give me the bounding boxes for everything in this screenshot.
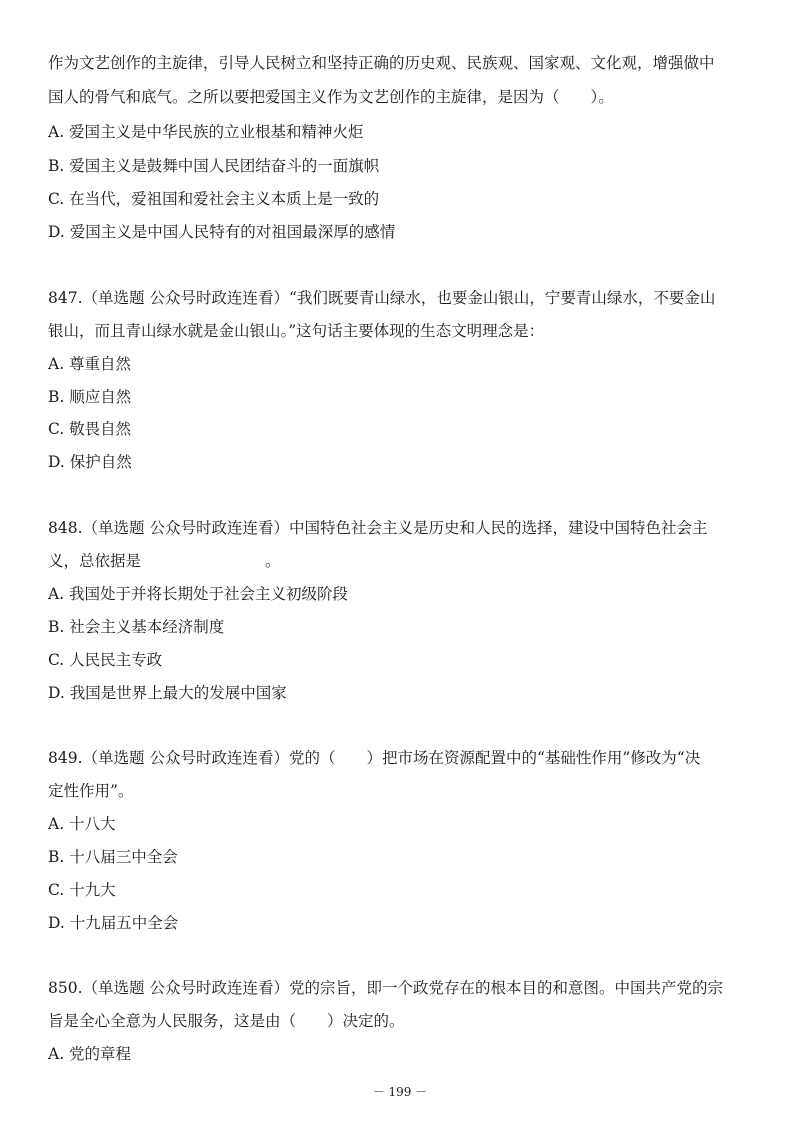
question-847-option-d: D. 保护自然 (48, 453, 132, 471)
question-847-stem-line-1: 847.（单选题 公众号时政连连看）“我们既要青山绿水，也要金山银山，宁要青山绿水，不要金山 (48, 289, 716, 307)
question-846-stem-line-1: 作为文艺创作的主旋律，引导人民树立和坚持正确的历史观、民族观、国家观、文化观，增强做中 (48, 54, 715, 72)
question-848-option-d: D. 我国是世界上最大的发展中国家 (48, 684, 287, 702)
question-849-option-a: A. 十八大 (48, 815, 116, 833)
question-849-option-d: D. 十九届五中全会 (48, 914, 179, 932)
question-848-stem-line-2: 义，总依据是 。 (48, 552, 281, 570)
question-850-option-a: A. 党的章程 (48, 1045, 132, 1063)
question-847-option-a: A. 尊重自然 (48, 355, 132, 373)
question-850-stem-line-2: 旨是全心全意为人民服务，这是由（ ）决定的。 (48, 1012, 405, 1030)
page-number: － 199 － (372, 1085, 428, 1099)
question-847-stem-line-2: 银山，而且青山绿水就是金山银山。”这句话主要体现的生态文明理念是： (48, 322, 545, 340)
question-848-option-a: A. 我国处于并将长期处于社会主义初级阶段 (48, 585, 349, 603)
question-846-option-b: B. 爱国主义是鼓舞中国人民团结奋斗的一面旗帜 (48, 157, 380, 175)
question-848-stem-line-1: 848.（单选题 公众号时政连连看）中国特色社会主义是历史和人民的选择，建设中国特色社会主 (48, 519, 708, 537)
question-846-option-c: C. 在当代，爱祖国和爱社会主义本质上是一致的 (48, 190, 380, 208)
question-848-option-b: B. 社会主义基本经济制度 (48, 618, 225, 636)
question-846-stem-line-2: 国人的骨气和底气。之所以要把爱国主义作为文艺创作的主旋律，是因为（ ）。 (48, 88, 614, 106)
question-849-stem-line-2: 定性作用”。 (48, 782, 134, 800)
question-849-option-b: B. 十八届三中全会 (48, 848, 178, 866)
question-850-stem-line-1: 850.（单选题 公众号时政连连看）党的宗旨，即一个政党存在的根本目的和意图。中国共产党的宗 (48, 979, 723, 997)
question-846-option-d: D. 爱国主义是中国人民特有的对祖国最深厚的感情 (48, 223, 396, 241)
question-848-option-c: C. 人民民主专政 (48, 651, 163, 669)
question-847-option-c: C. 敬畏自然 (48, 420, 132, 438)
question-849-stem-line-1: 849.（单选题 公众号时政连连看）党的（ ）把市场在资源配置中的“基础性作用”修改为“决 (48, 749, 701, 767)
question-847-option-b: B. 顺应自然 (48, 388, 132, 406)
question-846-option-a: A. 爱国主义是中华民族的立业根基和精神火炬 (48, 123, 364, 141)
question-849-option-c: C. 十九大 (48, 881, 116, 899)
